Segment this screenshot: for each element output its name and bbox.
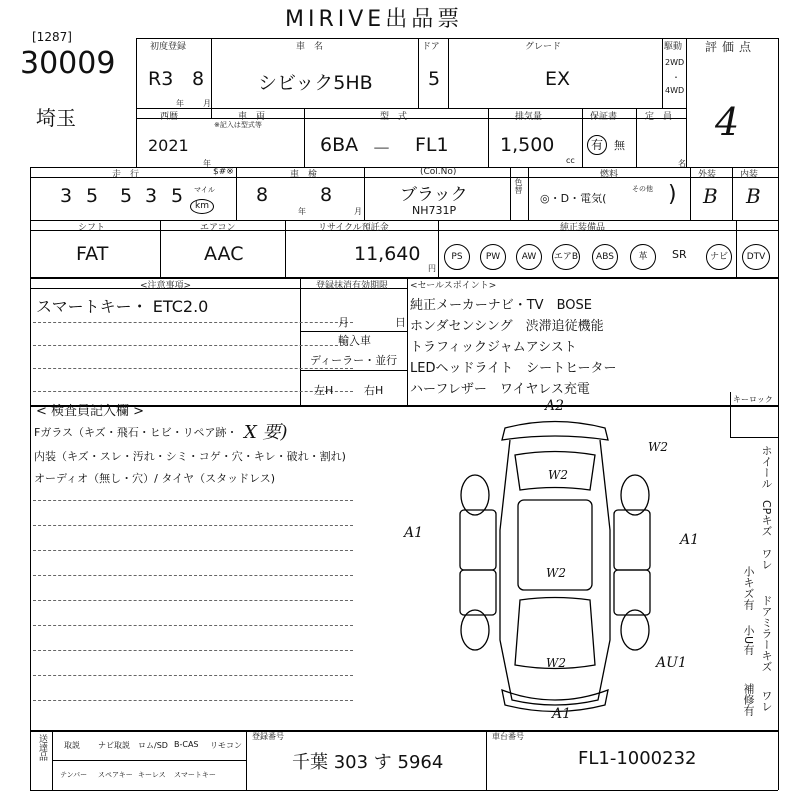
capacity-header: 定 員 (645, 112, 673, 122)
sales-point: ハーフレザー ワイヤレス充電 (410, 382, 590, 397)
side-note: ワレ (760, 690, 773, 712)
diagram-mark-front: A2 (545, 398, 565, 414)
drive-4wd: 4WD (665, 86, 685, 95)
drive-header: 駆動 (664, 42, 683, 52)
model-code: 6BA (320, 134, 359, 156)
deliver-label: 送達品 (37, 734, 47, 761)
interior-line: 内装（キズ・スレ・汚れ・シミ・コゲ・穴・キレ・破れ・割れ) (34, 450, 346, 463)
warranty-no: 無 (614, 139, 625, 152)
shift-header: シフト (78, 223, 106, 233)
side-note: 補修有 (742, 683, 755, 716)
equipment-pw: PW (480, 244, 506, 270)
model-sep: － (372, 138, 392, 160)
drive-2wd: 2WD (665, 58, 685, 67)
mileage-digit: 3 (145, 185, 158, 207)
door-header: ドア (422, 42, 440, 52)
unit-year: 年 (176, 99, 184, 108)
mileage-header: 走 行 (112, 170, 140, 180)
car-name-header: 車 名 (296, 42, 324, 52)
document-title: MIRIVE出品票 (285, 7, 464, 32)
diagram-mark-top1: W2 (548, 468, 568, 482)
sales-point: LEDヘッドライト シートヒーター (410, 361, 617, 376)
recycle-header: リサイクル預託金 (318, 223, 389, 233)
handle-value: ディーラー・並行 (310, 354, 398, 367)
deliver-item: ロム/SD (138, 741, 168, 750)
diagram-mark-rear-right: AU1 (656, 655, 687, 671)
mileage-digit: 5 (86, 185, 99, 207)
inspect-month-unit: 月 (354, 207, 362, 216)
chassis-no-header: 車台番号 (492, 732, 524, 741)
chassis-number: FL1-1000232 (578, 748, 697, 769)
deliver-item: スペアキー (98, 771, 133, 779)
first-reg-month: 8 (192, 68, 205, 90)
notes-text: スマートキー・ ETC2.0 (36, 297, 209, 316)
sales-point: ホンダセンシング 渋滞追従機能 (410, 319, 604, 334)
deliver-item: 取説 (64, 741, 80, 750)
warranty-yes: 有 (587, 135, 607, 155)
door-count: 5 (428, 68, 441, 90)
reg-day: 日 (395, 316, 406, 329)
warranty-header: 保証書 (590, 112, 618, 122)
diagram-mark-top2: W2 (648, 440, 668, 454)
recycle-value: 11,640 (354, 243, 421, 265)
equipment-ps: PS (444, 244, 470, 270)
score-value: 4 (715, 100, 740, 144)
model-type-header: 型 式 (380, 112, 408, 122)
sales-points-header: <セールスポイント> (410, 281, 497, 291)
model-number: FL1 (415, 134, 449, 156)
model-year-unit: 年 (203, 159, 211, 168)
first-reg-era: R3 (148, 68, 174, 90)
color-change-label: 色替 (514, 178, 523, 194)
first-reg-header: 初度登録 (150, 42, 187, 52)
fuel-options: ◎・D・電気( (540, 192, 607, 205)
fuel-close: ) (668, 182, 677, 207)
notes-header: <注意事項> (140, 281, 192, 291)
ac-header: エアコン (200, 223, 236, 233)
equipment-navi: ナビ (706, 244, 732, 270)
side-note: ホイール (760, 445, 773, 489)
diagram-mark-left: A1 (404, 525, 424, 541)
displacement-header: 排気量 (515, 112, 543, 122)
inspection-header: 車 検 (290, 170, 318, 180)
displacement-unit: cc (566, 156, 575, 165)
model-note: ※記入は型式等 (214, 121, 262, 129)
equipment-leather: 革 (630, 244, 656, 270)
score-header: 評価点 (705, 40, 757, 54)
equipment-dtv: DTV (742, 244, 770, 270)
km-label: km (190, 199, 214, 214)
handle-left: 左H (314, 384, 334, 397)
plate-validity-header: 登録抹消有効期限 (316, 281, 389, 291)
drive-dot: ・ (672, 73, 680, 82)
equipment-airbag: エアB (552, 244, 580, 270)
handle-right: 右H (364, 384, 384, 397)
handle-label: 輸入車 (338, 334, 371, 347)
diagram-mark-rear-glass: W2 (546, 656, 566, 670)
reg-month: 月 (338, 316, 349, 329)
sales-point: 純正メーカーナビ・TV BOSE (410, 298, 592, 313)
shift-meter-header: $#※ (213, 167, 234, 177)
inspect-year-unit: 年 (298, 207, 306, 216)
displacement: 1,500 (500, 134, 555, 156)
model-header: 車 両 (238, 112, 266, 122)
mileage-digit: 3 (60, 185, 73, 207)
reg-no-header: 登録番号 (252, 732, 284, 741)
deliver-item: スマートキー (174, 771, 216, 779)
model-year: 2021 (148, 136, 189, 155)
deliver-item: ナビ取説 (98, 741, 130, 750)
ac-value: AAC (204, 243, 244, 265)
key-lock-label: キーロック (733, 395, 773, 404)
exterior-header: 外装 (698, 170, 717, 180)
fuel-header: 燃料 (600, 170, 619, 180)
diagram-mark-mid: W2 (546, 566, 566, 580)
sales-point: トラフィックジャムアシスト (410, 340, 577, 355)
side-note: ドアミラーキズ (760, 595, 773, 672)
glass-line: Fガラス（キズ・飛石・ヒビ・リペア跡・ (34, 426, 238, 439)
lot-tag: [1287] (32, 30, 72, 44)
deliver-item: テンパー (60, 771, 88, 779)
mile-label: マイル (194, 186, 215, 194)
color-no-header: (Col.No) (420, 167, 457, 177)
equipment-header: 純正装備品 (560, 223, 606, 233)
fuel-other: その他 (632, 185, 653, 193)
side-note: ワレ (760, 548, 773, 570)
exterior-grade: B (703, 184, 718, 208)
lot-number: 30009 (20, 46, 116, 81)
car-name: シビック5HB (258, 72, 373, 94)
interior-header: 内装 (740, 170, 759, 180)
deliver-item: リモコン (210, 741, 242, 750)
side-note: CPキズ (760, 500, 773, 537)
color-name: ブラック (400, 185, 468, 205)
deliver-item: B-CAS (174, 740, 199, 749)
capacity-unit: 名 (678, 159, 686, 168)
equipment-abs: ABS (592, 244, 618, 270)
registration-number: 千葉 303 す 5964 (292, 752, 444, 773)
inspect-year: 8 (256, 184, 269, 206)
shift-value: FAT (76, 243, 109, 265)
side-note: 小U有 (742, 625, 755, 656)
inspect-month: 8 (320, 184, 333, 206)
year-header: 西暦 (160, 112, 179, 122)
audio-line: オーディオ（無し・穴）/ タイヤ（スタッドレス) (34, 472, 276, 485)
inspector-header: < 検査員記入欄 > (36, 404, 145, 419)
side-note: 小キズ有 (742, 566, 755, 610)
deliver-item: キーレス (138, 771, 166, 779)
car-damage-diagram (430, 410, 680, 720)
interior-grade: B (746, 184, 761, 208)
mileage-digit: 5 (120, 185, 133, 207)
diagram-mark-right: A1 (680, 532, 700, 548)
unit-month: 月 (203, 99, 211, 108)
diagram-mark-rear: A1 (552, 706, 572, 722)
grade: EX (545, 68, 571, 90)
prefecture: 埼玉 (36, 106, 76, 130)
color-code: NH731P (412, 204, 457, 217)
equipment-aw: AW (516, 244, 542, 270)
recycle-unit: 円 (428, 264, 436, 273)
mileage-digit: 5 (171, 185, 184, 207)
grade-header: グレード (525, 42, 562, 52)
equipment-sr: SR (672, 248, 687, 261)
glass-mark: X 要) (244, 422, 288, 443)
